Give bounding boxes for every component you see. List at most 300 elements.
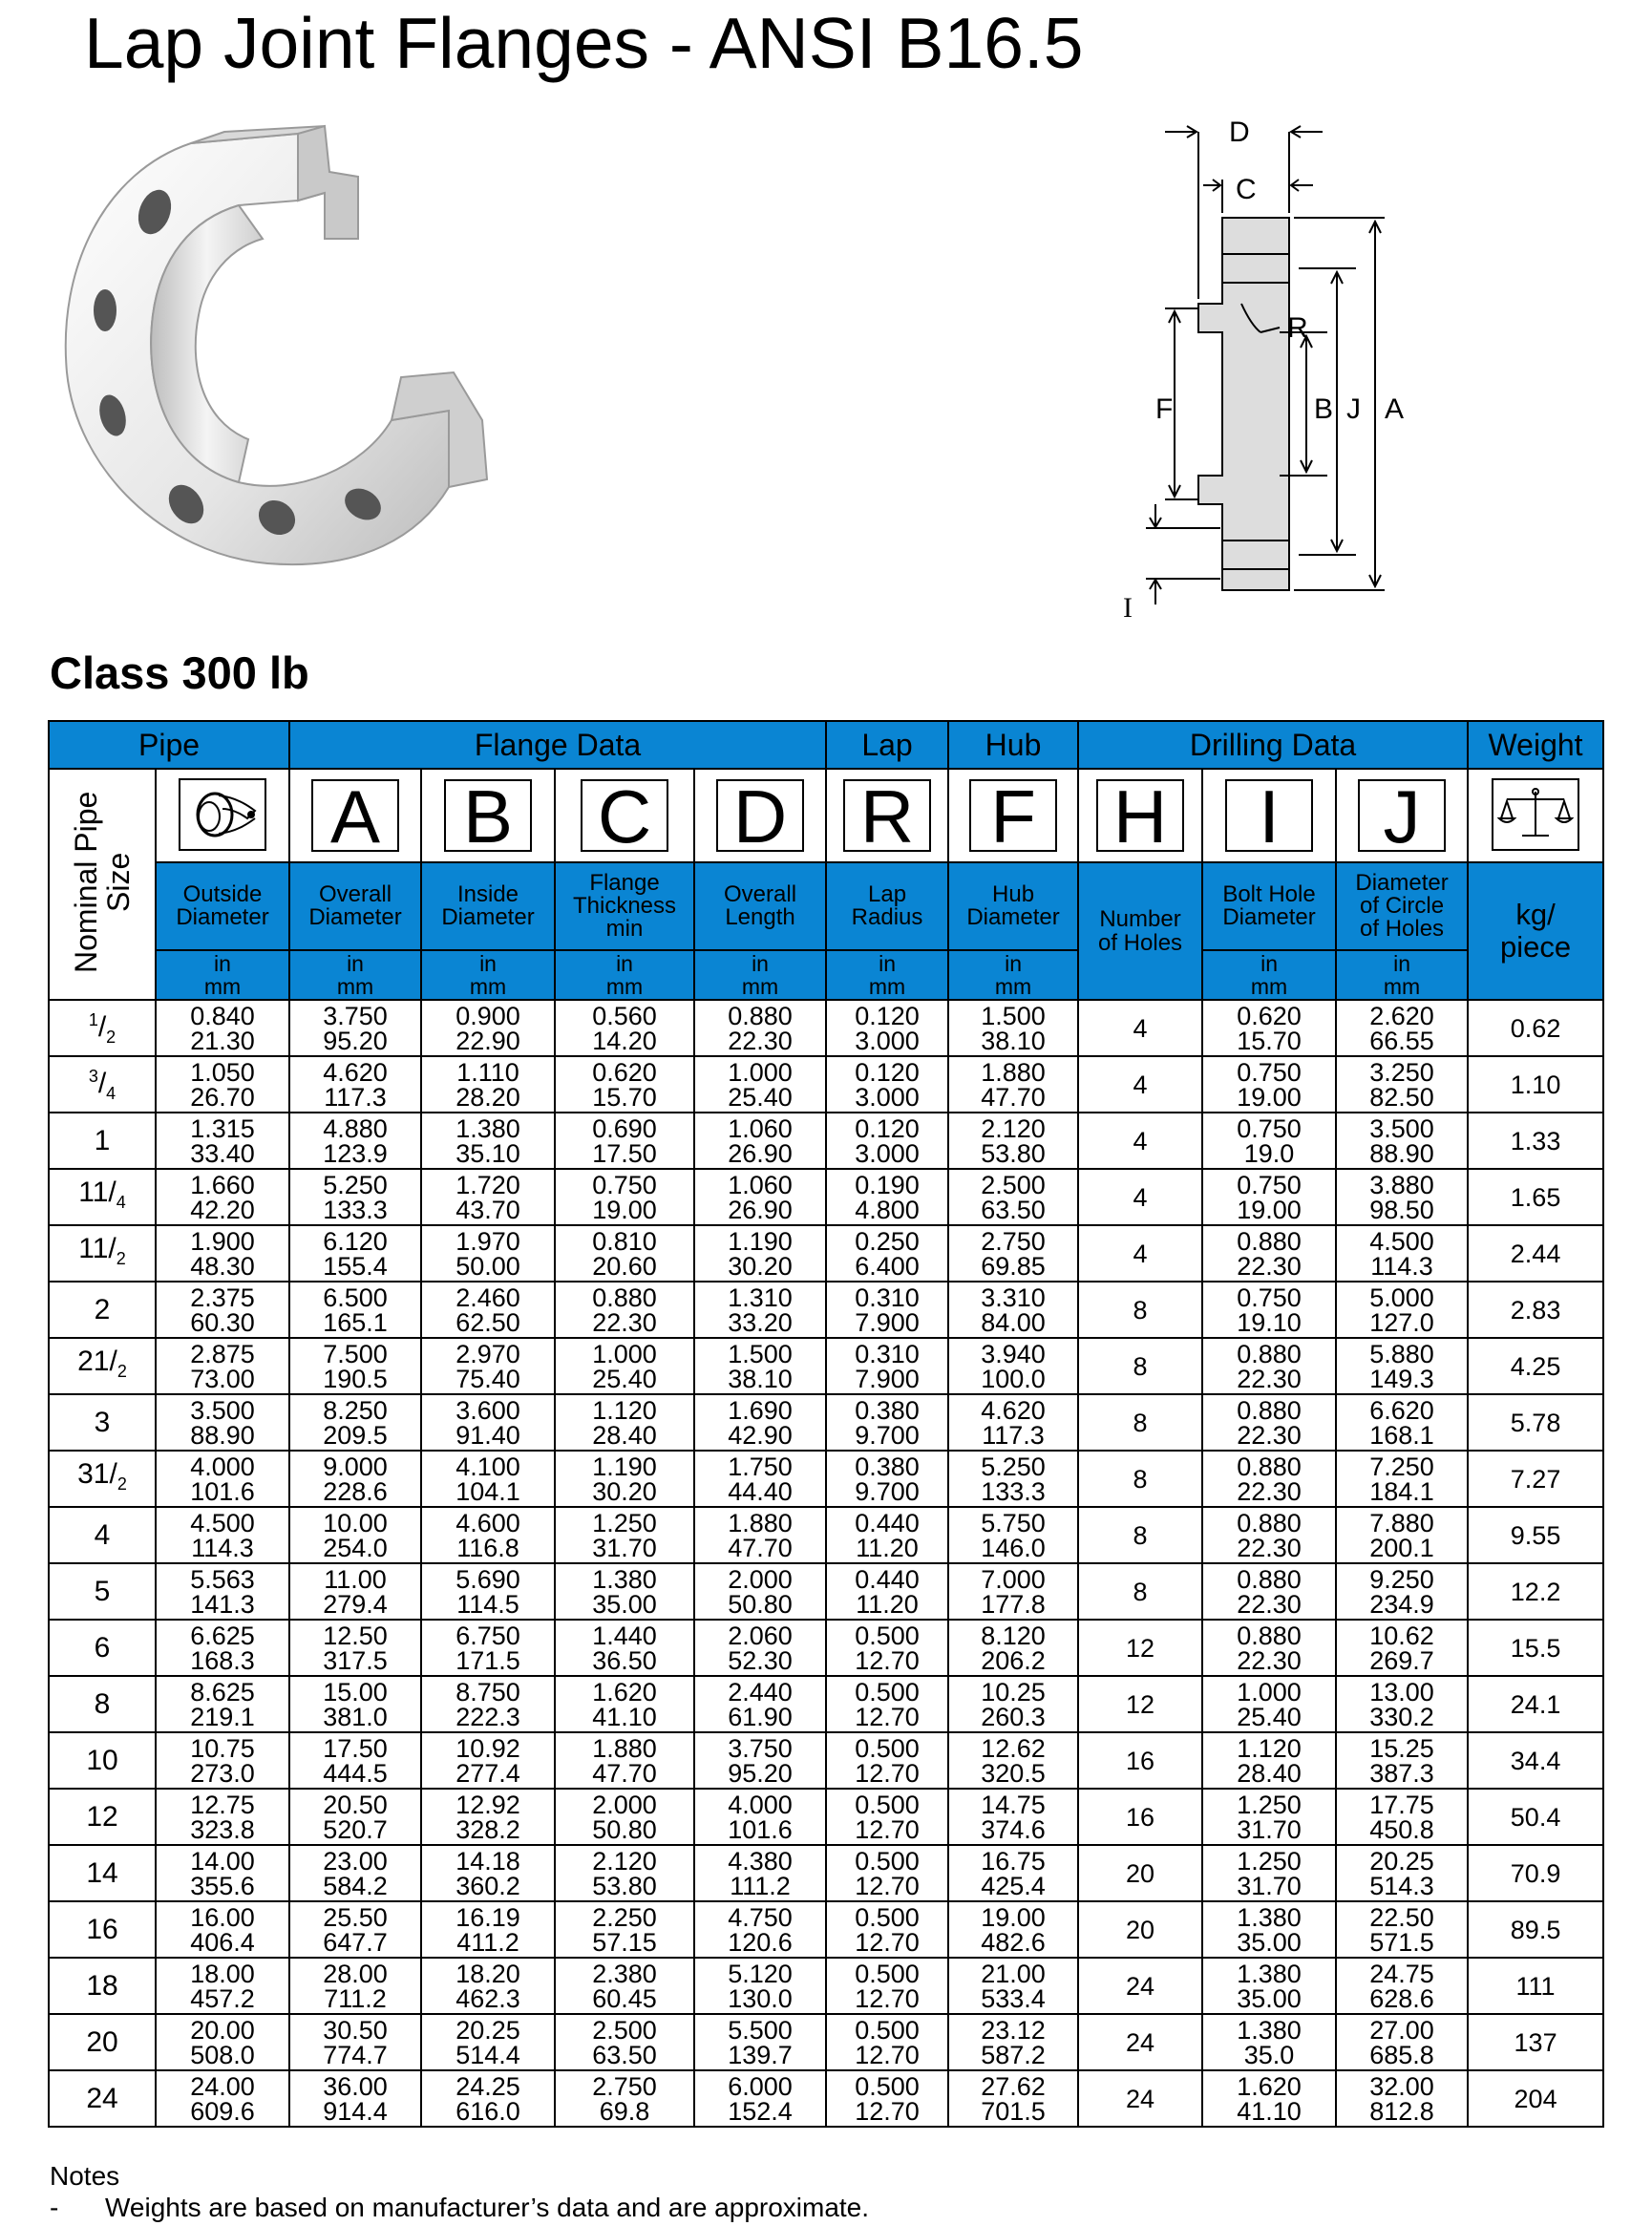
cell-value: 53.80 [592, 1871, 657, 1900]
group-hub: Hub [948, 721, 1078, 769]
cell-value: 0.500 [855, 1621, 920, 1650]
cell-value: 12.50 [323, 1621, 388, 1650]
nominal-pipe-size: 6 [49, 1620, 156, 1676]
cell-value: 31.70 [592, 1533, 657, 1562]
cell-i [1202, 1789, 1336, 1845]
cell-a [289, 1394, 421, 1451]
cell-value: 5.690 [455, 1564, 520, 1594]
cell-value: 0.120 [855, 1001, 920, 1030]
cell-value: 4.000 [728, 1790, 793, 1819]
cell-value: 2.380 [592, 1959, 657, 1988]
cell-value: 28.40 [592, 1420, 657, 1450]
cell-value: 6.400 [855, 1251, 920, 1281]
cell-value: 19.0 [1243, 1138, 1295, 1168]
table-row [49, 1901, 1603, 1958]
size-whole-num: 11 [78, 1176, 109, 1208]
cell-value: 462.3 [455, 1983, 520, 2013]
cell-b [421, 1901, 555, 1958]
cell-value: 25.50 [323, 1902, 388, 1932]
cell-value: 38.10 [981, 1026, 1046, 1055]
cell-d [694, 1958, 826, 2014]
cell-value: 22.30 [1237, 1364, 1302, 1393]
cell-value: 22.30 [1237, 1476, 1302, 1506]
cell-value: 0.250 [855, 1226, 920, 1256]
cell-b [421, 1394, 555, 1451]
desc-bolt-hole-diameter: Bolt Hole Diameter [1202, 862, 1336, 950]
cell-value: 4.500 [1369, 1226, 1434, 1256]
cell-od [156, 1394, 289, 1451]
dim-label-a: A [1385, 393, 1405, 425]
cell-weight: 2.44 [1468, 1225, 1603, 1282]
cell-value: 206.2 [981, 1645, 1046, 1675]
cell-value: 1.250 [1237, 1846, 1302, 1876]
cell-value: 32.00 [1369, 2071, 1434, 2101]
cell-od [156, 1169, 289, 1225]
letter-i-icon: I [1225, 779, 1313, 852]
cell-value: 50.80 [592, 1814, 657, 1844]
cell-od [156, 1000, 289, 1056]
cell-value: 155.4 [323, 1251, 388, 1281]
note-dash: - [50, 2193, 59, 2222]
cell-value: 75.40 [455, 1364, 520, 1393]
desc-weight-kg-piece: kg/ piece [1468, 862, 1603, 1000]
cell-value: 8.250 [323, 1395, 388, 1425]
cell-value: 269.7 [1369, 1645, 1434, 1675]
cell-number-of-holes: 12 [1078, 1676, 1202, 1732]
cell-od [156, 1282, 289, 1338]
cell-value: 5.880 [1369, 1339, 1434, 1368]
cell-weight: 204 [1468, 2070, 1603, 2127]
cell-value: 8.120 [981, 1621, 1046, 1650]
cell-c [555, 1169, 694, 1225]
weight-icon-cell [1468, 769, 1603, 862]
cell-value: 1.880 [728, 1508, 793, 1537]
cell-weight: 0.62 [1468, 1000, 1603, 1056]
cell-value: 171.5 [455, 1645, 520, 1675]
cell-value: 17.50 [323, 1733, 388, 1763]
cell-r [826, 1338, 948, 1394]
cell-weight: 5.78 [1468, 1394, 1603, 1451]
cell-b [421, 1282, 555, 1338]
cell-f [948, 1113, 1078, 1169]
cell-value: 0.880 [1237, 1226, 1302, 1256]
cell-value: 12.70 [855, 1927, 920, 1957]
cell-value: 4.100 [455, 1452, 520, 1481]
cell-value: 4.620 [323, 1057, 388, 1087]
cell-value: 571.5 [1369, 1927, 1434, 1957]
cell-value: 514.4 [455, 2040, 520, 2069]
nominal-pipe-size: $11/_4$ [49, 1169, 156, 1225]
cell-r [826, 1451, 948, 1507]
cell-i [1202, 1620, 1336, 1676]
nominal-pipe-size: 3 [49, 1394, 156, 1451]
cell-j [1336, 1113, 1468, 1169]
cell-value: 6.620 [1369, 1395, 1434, 1425]
cell-value: 6.120 [323, 1226, 388, 1256]
cell-a [289, 1732, 421, 1789]
letter-b-icon: B [444, 779, 532, 852]
cell-value: 95.20 [728, 1758, 793, 1788]
cell-r [826, 1620, 948, 1676]
cell-value: 4.800 [855, 1195, 920, 1224]
cell-value: 228.6 [323, 1476, 388, 1506]
cell-value: 84.00 [981, 1307, 1046, 1337]
nominal-pipe-size: 18 [49, 1958, 156, 2014]
cell-d [694, 1225, 826, 1282]
cell-value: 3.500 [190, 1395, 255, 1425]
cell-value: 1.190 [728, 1226, 793, 1256]
cell-number-of-holes: 4 [1078, 1225, 1202, 1282]
cell-f [948, 1394, 1078, 1451]
cell-value: 17.75 [1369, 1790, 1434, 1819]
table-row [49, 1507, 1603, 1563]
size-numerator: 3 [88, 1066, 98, 1086]
cell-value: 0.880 [1237, 1395, 1302, 1425]
table-row [49, 1056, 1603, 1113]
cell-value: 812.8 [1369, 2096, 1434, 2126]
cell-value: 66.55 [1369, 1026, 1434, 1055]
cell-d [694, 1056, 826, 1113]
cell-b [421, 2070, 555, 2127]
cell-value: 146.0 [981, 1533, 1046, 1562]
cell-value: 73.00 [190, 1364, 255, 1393]
cell-a [289, 1507, 421, 1563]
cell-weight: 70.9 [1468, 1845, 1603, 1901]
cell-od [156, 1845, 289, 1901]
cell-value: 26.70 [190, 1082, 255, 1112]
cell-value: 61.90 [728, 1702, 793, 1731]
desc-lap-radius: Lap Radius [826, 862, 948, 950]
cell-f [948, 1000, 1078, 1056]
cell-value: 1.880 [592, 1733, 657, 1763]
cell-value: 42.90 [728, 1420, 793, 1450]
cell-i [1202, 1732, 1336, 1789]
table-row [49, 1282, 1603, 1338]
cell-value: 19.10 [1237, 1307, 1302, 1337]
cell-value: 2.750 [981, 1226, 1046, 1256]
cell-value: 4.620 [981, 1395, 1046, 1425]
cell-value: 2.120 [592, 1846, 657, 1876]
cell-weight: 9.55 [1468, 1507, 1603, 1563]
cell-number-of-holes: 8 [1078, 1282, 1202, 1338]
nominal-pipe-size: 12 [49, 1789, 156, 1845]
cell-value: 219.1 [190, 1702, 255, 1731]
size-denominator: 4 [106, 1083, 116, 1103]
cell-value: 165.1 [323, 1307, 388, 1337]
cell-value: 11.00 [324, 1564, 387, 1594]
cell-value: 88.90 [1369, 1138, 1434, 1168]
cell-value: 117.3 [324, 1082, 387, 1112]
letter-b-cell [421, 769, 555, 862]
cell-c [555, 1845, 694, 1901]
cell-value: 19.00 [1237, 1082, 1302, 1112]
cell-j [1336, 1507, 1468, 1563]
cell-value: 628.6 [1369, 1983, 1434, 2013]
cell-value: 234.9 [1369, 1589, 1434, 1619]
cell-value: 9.700 [855, 1476, 920, 1506]
cell-value: 0.500 [855, 1733, 920, 1763]
cell-b [421, 1056, 555, 1113]
cell-value: 685.8 [1369, 2040, 1434, 2069]
nominal-pipe-size: 4 [49, 1507, 156, 1563]
cell-number-of-holes: 16 [1078, 1732, 1202, 1789]
cell-value: 0.120 [855, 1057, 920, 1087]
cell-value: 22.30 [1237, 1645, 1302, 1675]
nominal-pipe-size: 16 [49, 1901, 156, 1958]
cell-i [1202, 2070, 1336, 2127]
cell-value: 2.750 [592, 2071, 657, 2101]
cell-value: 482.6 [981, 1927, 1046, 1957]
cell-number-of-holes: 20 [1078, 1901, 1202, 1958]
cell-value: 14.18 [455, 1846, 520, 1876]
cell-od [156, 1789, 289, 1845]
dim-label-c: C [1236, 174, 1257, 205]
cell-a [289, 1563, 421, 1620]
cell-value: 1.720 [455, 1170, 520, 1199]
cell-j [1336, 1563, 1468, 1620]
cell-number-of-holes: 4 [1078, 1056, 1202, 1113]
cell-j [1336, 1282, 1468, 1338]
cell-a [289, 1225, 421, 1282]
cell-value: 30.50 [323, 2015, 388, 2045]
cell-value: 355.6 [190, 1871, 255, 1900]
cell-value: 43.70 [455, 1195, 520, 1224]
cell-value: 1.380 [1237, 1959, 1302, 1988]
cell-value: 457.2 [190, 1983, 255, 2013]
cell-value: 117.3 [982, 1420, 1045, 1450]
cell-value: 1.500 [728, 1339, 793, 1368]
cell-value: 1.660 [190, 1170, 255, 1199]
cell-od [156, 1451, 289, 1507]
cell-d [694, 1451, 826, 1507]
cell-value: 0.500 [855, 1902, 920, 1932]
letter-c-icon: C [581, 779, 668, 852]
cell-value: 0.880 [1237, 1621, 1302, 1650]
cell-i [1202, 1451, 1336, 1507]
cell-f [948, 1169, 1078, 1225]
cell-value: 22.90 [455, 1026, 520, 1055]
cell-od [156, 1620, 289, 1676]
nominal-pipe-size: $11/_2$ [49, 1225, 156, 1282]
cell-value: 9.700 [855, 1420, 920, 1450]
cell-value: 584.2 [323, 1871, 388, 1900]
cell-value: 254.0 [323, 1533, 388, 1562]
cell-value: 508.0 [190, 2040, 255, 2069]
cell-r [826, 1507, 948, 1563]
letter-f-icon: F [969, 779, 1057, 852]
size-denominator: 4 [116, 1192, 126, 1212]
cell-value: 14.00 [190, 1846, 255, 1876]
cell-value: 152.4 [728, 2096, 793, 2126]
cell-weight: 89.5 [1468, 1901, 1603, 1958]
cell-value: 12.70 [855, 1814, 920, 1844]
cell-value: 22.30 [728, 1026, 793, 1055]
cell-value: 0.500 [855, 2015, 920, 2045]
cell-value: 33.40 [190, 1138, 255, 1168]
cell-value: 0.690 [592, 1113, 657, 1143]
cell-value: 1.250 [592, 1508, 657, 1537]
cell-value: 18.20 [455, 1959, 520, 1988]
cell-value: 387.3 [1369, 1758, 1434, 1788]
cell-value: 139.7 [728, 2040, 793, 2069]
desc-flange-thickness: Flange Thickness min [555, 862, 694, 950]
table-row [49, 1000, 1603, 1056]
cell-number-of-holes: 8 [1078, 1394, 1202, 1451]
cell-value: 1.000 [592, 1339, 657, 1368]
cell-value: 10.62 [1369, 1621, 1434, 1650]
cell-value: 2.460 [455, 1283, 520, 1312]
cell-c [555, 1282, 694, 1338]
cell-value: 520.7 [323, 1814, 388, 1844]
desc-number-of-holes: Number of Holes [1078, 862, 1202, 1000]
cell-value: 24.75 [1369, 1959, 1434, 1988]
cell-d [694, 1338, 826, 1394]
cell-value: 2.620 [1369, 1001, 1434, 1030]
cell-c [555, 1676, 694, 1732]
cell-j [1336, 1169, 1468, 1225]
cell-i [1202, 1000, 1336, 1056]
cell-value: 12.70 [855, 2096, 920, 2126]
cell-value: 3.000 [855, 1082, 920, 1112]
nominal-pipe-size-header [49, 769, 156, 1000]
cell-value: 116.8 [456, 1533, 519, 1562]
cell-value: 5.120 [728, 1959, 793, 1988]
cell-value: 19.00 [592, 1195, 657, 1224]
cell-value: 10.92 [455, 1733, 520, 1763]
cell-b [421, 1338, 555, 1394]
cell-value: 1.380 [455, 1113, 520, 1143]
cell-value: 0.900 [455, 1001, 520, 1030]
cell-b [421, 1225, 555, 1282]
cell-value: 7.880 [1369, 1508, 1434, 1537]
cell-value: 120.6 [728, 1927, 793, 1957]
table-row [49, 1225, 1603, 1282]
table-row [49, 1732, 1603, 1789]
cell-value: 0.880 [1237, 1564, 1302, 1594]
cell-value: 168.3 [190, 1645, 255, 1675]
cell-value: 13.00 [1369, 1677, 1434, 1707]
cell-value: 28.40 [1237, 1758, 1302, 1788]
cell-value: 2.500 [981, 1170, 1046, 1199]
cell-j [1336, 1789, 1468, 1845]
group-lap: Lap [826, 721, 948, 769]
note-text: Weights are based on manufacturer’s data and are approximate. [105, 2193, 870, 2222]
cell-value: 0.190 [855, 1170, 920, 1199]
nominal-pipe-size: $31/_2$ [49, 1451, 156, 1507]
cell-c [555, 1225, 694, 1282]
letter-f-cell [948, 769, 1078, 862]
cell-j [1336, 1338, 1468, 1394]
cell-value: 6.500 [323, 1283, 388, 1312]
cell-value: 36.50 [592, 1645, 657, 1675]
cell-value: 15.70 [1237, 1026, 1302, 1055]
table-row [49, 1845, 1603, 1901]
cell-i [1202, 1676, 1336, 1732]
cell-weight: 1.33 [1468, 1113, 1603, 1169]
cell-value: 22.30 [1237, 1533, 1302, 1562]
cell-value: 12.70 [855, 2040, 920, 2069]
cell-c [555, 1620, 694, 1676]
cell-j [1336, 1732, 1468, 1789]
cell-r [826, 1901, 948, 1958]
page-title: Lap Joint Flanges - ANSI B16.5 [84, 3, 1084, 83]
cell-value: 273.0 [190, 1758, 255, 1788]
cell-value: 1.380 [1237, 1902, 1302, 1932]
desc-diameter-circle-holes: Diameter of Circle of Holes [1336, 862, 1468, 950]
nominal-pipe-size: 10 [49, 1732, 156, 1789]
cell-value: 11.20 [856, 1589, 919, 1619]
cell-j [1336, 1451, 1468, 1507]
cell-value: 20.60 [592, 1251, 657, 1281]
cell-value: 20.25 [1369, 1846, 1434, 1876]
cell-value: 12.70 [855, 1645, 920, 1675]
cell-value: 12.70 [855, 1871, 920, 1900]
cell-value: 450.8 [1369, 1814, 1434, 1844]
cell-value: 12.70 [855, 1983, 920, 2013]
cell-value: 9.000 [323, 1452, 388, 1481]
cell-d [694, 1394, 826, 1451]
letter-j-icon: J [1358, 779, 1446, 852]
cell-value: 0.440 [855, 1508, 920, 1537]
group-drilling-data: Drilling Data [1078, 721, 1468, 769]
table-row [49, 1958, 1603, 2014]
cell-value: 0.500 [855, 1677, 920, 1707]
unit-b: in mm [421, 950, 555, 1000]
cell-value: 0.120 [855, 1113, 920, 1143]
cell-d [694, 1563, 826, 1620]
cell-value: 16.75 [981, 1846, 1046, 1876]
cell-value: 411.2 [456, 1927, 519, 1957]
size-denominator: 2 [116, 1361, 127, 1381]
cell-i [1202, 1563, 1336, 1620]
cell-f [948, 1620, 1078, 1676]
cell-value: 101.6 [190, 1476, 255, 1506]
cell-value: 20.25 [455, 2015, 520, 2045]
cell-value: 35.00 [592, 1589, 657, 1619]
table-row [49, 1338, 1603, 1394]
cell-value: 25.40 [728, 1082, 793, 1112]
cell-value: 0.500 [855, 2071, 920, 2101]
cell-value: 6.625 [190, 1621, 255, 1650]
cell-value: 8.750 [455, 1677, 520, 1707]
table-row [49, 2014, 1603, 2070]
letter-r-cell [826, 769, 948, 862]
cell-value: 2.060 [728, 1621, 793, 1650]
cell-d [694, 1789, 826, 1845]
cell-value: 26.90 [728, 1138, 793, 1168]
cell-value: 24.00 [190, 2071, 255, 2101]
cell-a [289, 1282, 421, 1338]
cell-od [156, 1901, 289, 1958]
dim-label-r: R [1287, 312, 1308, 344]
cell-value: 4.600 [455, 1508, 520, 1537]
cell-i [1202, 1225, 1336, 1282]
cell-value: 15.25 [1369, 1733, 1434, 1763]
cell-value: 0.840 [190, 1001, 255, 1030]
cell-value: 22.50 [1369, 1902, 1434, 1932]
cell-value: 31.70 [1237, 1871, 1302, 1900]
cell-value: 31.70 [1237, 1814, 1302, 1844]
cell-value: 12.62 [981, 1733, 1046, 1763]
cell-value: 317.5 [323, 1645, 388, 1675]
table-row [49, 1620, 1603, 1676]
cell-value: 16.19 [455, 1902, 520, 1932]
cell-weight: 1.10 [1468, 1056, 1603, 1113]
group-flange-data: Flange Data [289, 721, 826, 769]
cell-value: 3.000 [855, 1026, 920, 1055]
cell-i [1202, 1282, 1336, 1338]
desc-overall-diameter: Overall Diameter [289, 862, 421, 950]
